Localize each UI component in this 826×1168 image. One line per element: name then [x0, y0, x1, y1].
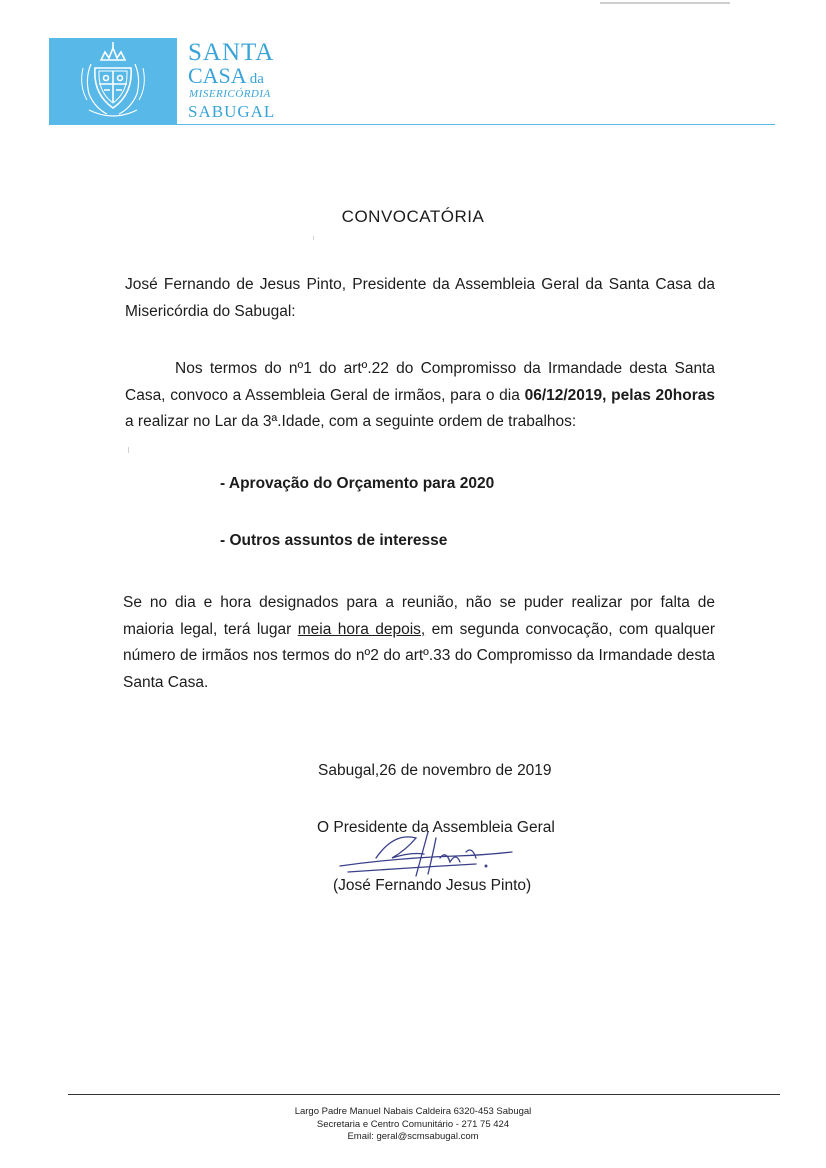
intro-paragraph: José Fernando de Jesus Pinto, Presidente da Assembleia Geral da Santa Casa da Misericórdia do Sabugal: [125, 276, 715, 320]
scan-artifact [600, 2, 730, 4]
place-date-line: Sabugal,26 de novembro de 2019 [318, 762, 552, 779]
quorum-text-a: Se no dia e hora designados para a reunião, não se puder realizar por falta de maioria legal, terá lugar [123, 594, 715, 638]
quorum-underlined-text: meia hora depois, [297, 620, 426, 638]
coat-of-arms-logo [49, 38, 177, 124]
signatory-title: O Presidente da Assembleia Geral [317, 819, 555, 836]
brand-da-text: da [249, 71, 264, 87]
convocation-paragraph [125, 356, 715, 436]
agenda-item-other: - Outros assuntos de interesse [220, 532, 448, 549]
signatory-name: (José Fernando Jesus Pinto) [333, 877, 532, 894]
handwritten-signature [336, 828, 526, 884]
brand-line-sabugal: SABUGAL [188, 102, 276, 121]
scan-artifact-dot [128, 447, 129, 453]
footer-address: Largo Padre Manuel Nabais Caldeira 6320-453 Sabugal [294, 1106, 532, 1117]
crest-icon [49, 38, 177, 124]
brand-line-casa [188, 65, 264, 87]
brand-line-santa: SANTA [188, 39, 275, 66]
scan-artifact-dot [313, 236, 314, 240]
document-title: CONVOCATÓRIA [341, 207, 485, 226]
quorum-text-b: em segunda convocação, com qualquer número de irmãos nos termos do nº2 do artº.33 do Compromisso da Irmandade desta Santa Casa. [123, 620, 715, 691]
brand-line-misericordia: MISERICÓRDIA [189, 88, 271, 100]
footer-divider [68, 1094, 780, 1095]
convocation-text-b: a realizar no Lar da 3ª.Idade, com a seguinte ordem de trabalhos: [125, 413, 577, 430]
quorum-paragraph [123, 590, 715, 696]
convocation-text-a: Nos termos do nº1 do artº.22 do Compromisso da Irmandade desta Santa Casa, convoco a Assembleia Geral de irmãos, para o dia [125, 360, 715, 404]
footer-email: Email: geral@scmsabugal.com [347, 1131, 479, 1142]
footer-phone: Secretaria e Centro Comunitário - 271 75 424 [316, 1118, 510, 1130]
letterhead-divider [49, 124, 775, 125]
brand-casa-text: CASA [188, 63, 247, 88]
footer-contact [0, 1106, 826, 1144]
meeting-date-time: 06/12/2019, pelas 20horas [524, 386, 715, 404]
agenda-item-budget: - Aprovação do Orçamento para 2020 [220, 475, 495, 492]
